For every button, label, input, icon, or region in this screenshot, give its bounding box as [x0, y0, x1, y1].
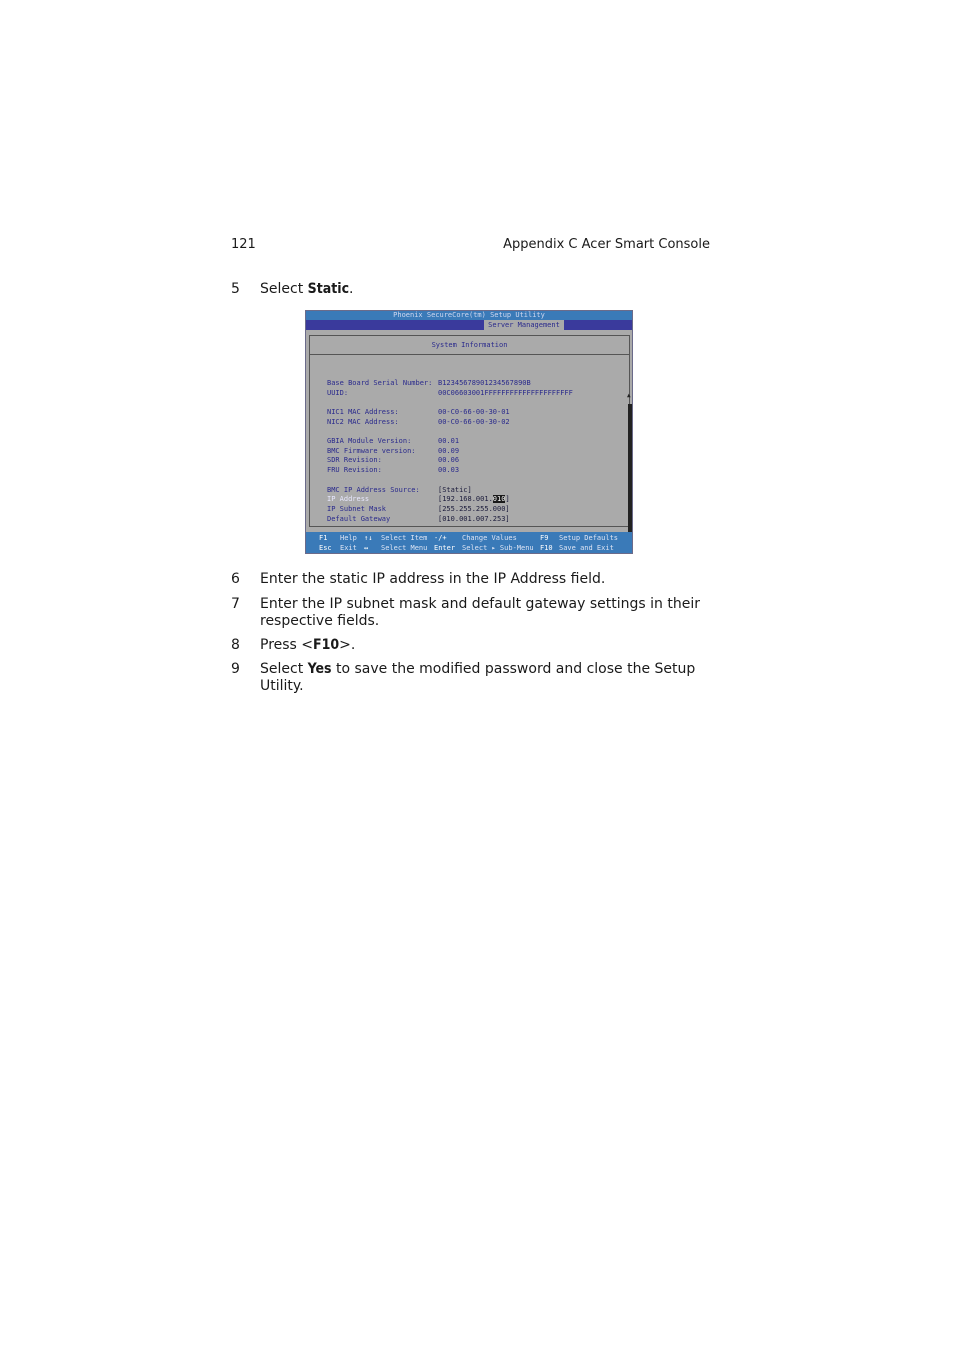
- field-value: 00-C0-66-00-30-01: [438, 408, 510, 416]
- field-label: NIC1 MAC Address:: [327, 408, 399, 416]
- field-label: Base Board Serial Number:: [327, 379, 433, 387]
- bios-section-title: System Information: [310, 336, 629, 355]
- keyword: F10: [313, 637, 340, 653]
- field-label: SDR Revision:: [327, 456, 382, 464]
- scroll-up-icon: ▲: [627, 392, 631, 399]
- key-f1: F1: [319, 534, 328, 542]
- step-number: 8: [231, 637, 240, 653]
- step-number: 5: [231, 281, 240, 297]
- bios-menu-server-management: Server Management: [484, 320, 564, 330]
- field-label-selected: IP Address: [327, 495, 370, 503]
- ip-address-field[interactable]: [192.168.001.010]: [438, 495, 510, 503]
- field-label: GBIA Module Version:: [327, 437, 412, 445]
- field-label: BMC Firmware version:: [327, 447, 416, 455]
- scrollbar-thumb: [628, 404, 632, 544]
- field-label: BMC IP Address Source:: [327, 486, 420, 494]
- keyword: Static: [307, 281, 350, 297]
- field-value: 00.06: [438, 456, 460, 464]
- page-number: 121: [231, 237, 256, 252]
- field-value: 00.09: [438, 447, 460, 455]
- field-value: 00.03: [438, 466, 460, 474]
- key-esc: Esc: [319, 544, 332, 552]
- bmc-ip-source-field[interactable]: [Static]: [438, 486, 472, 494]
- field-value: 00.01: [438, 437, 460, 445]
- bios-panel: [309, 335, 630, 527]
- field-label: Default Gateway: [327, 515, 391, 523]
- bios-title-bar: Phoenix SecureCore(tm) Setup Utility: [306, 311, 632, 320]
- bios-menu-bar: [306, 320, 632, 330]
- default-gateway-field[interactable]: [010.001.007.253]: [438, 515, 510, 523]
- running-title: Appendix C Acer Smart Console: [503, 237, 710, 252]
- field-label: IP Subnet Mask: [327, 505, 387, 513]
- field-value: B12345678901234567890B: [438, 379, 531, 387]
- key-f9: F9: [540, 534, 549, 542]
- key-plus-minus: -/+: [434, 534, 447, 542]
- edit-cursor: 010: [492, 495, 506, 503]
- step-number: 7: [231, 596, 240, 612]
- key-f10: F10: [540, 544, 553, 552]
- arrow-leftright-icon: ↔: [364, 544, 369, 552]
- key-enter: Enter: [434, 544, 456, 552]
- field-label: FRU Revision:: [327, 466, 382, 474]
- field-value: 00C06603001FFFFFFFFFFFFFFFFFFFFF: [438, 389, 573, 397]
- subnet-mask-field[interactable]: [255.255.255.000]: [438, 505, 510, 513]
- step-number: 6: [231, 571, 240, 587]
- bios-screenshot: [305, 310, 633, 554]
- field-label: NIC2 MAC Address:: [327, 418, 399, 426]
- keyword: Yes: [307, 661, 332, 677]
- arrow-updown-icon: ↑↓: [364, 534, 373, 542]
- step-number: 9: [231, 661, 240, 677]
- bios-key-legend: F1 Help ↑↓ Select Item -/+ Change Values F9 Setup Defaults Esc Exit ↔ Select Menu Enter Select ▸ Sub-Menu F10 Save and Exit: [306, 532, 632, 554]
- scrollbar: [627, 392, 632, 546]
- field-value: 00-C0-66-00-30-02: [438, 418, 510, 426]
- field-label: UUID:: [327, 389, 349, 397]
